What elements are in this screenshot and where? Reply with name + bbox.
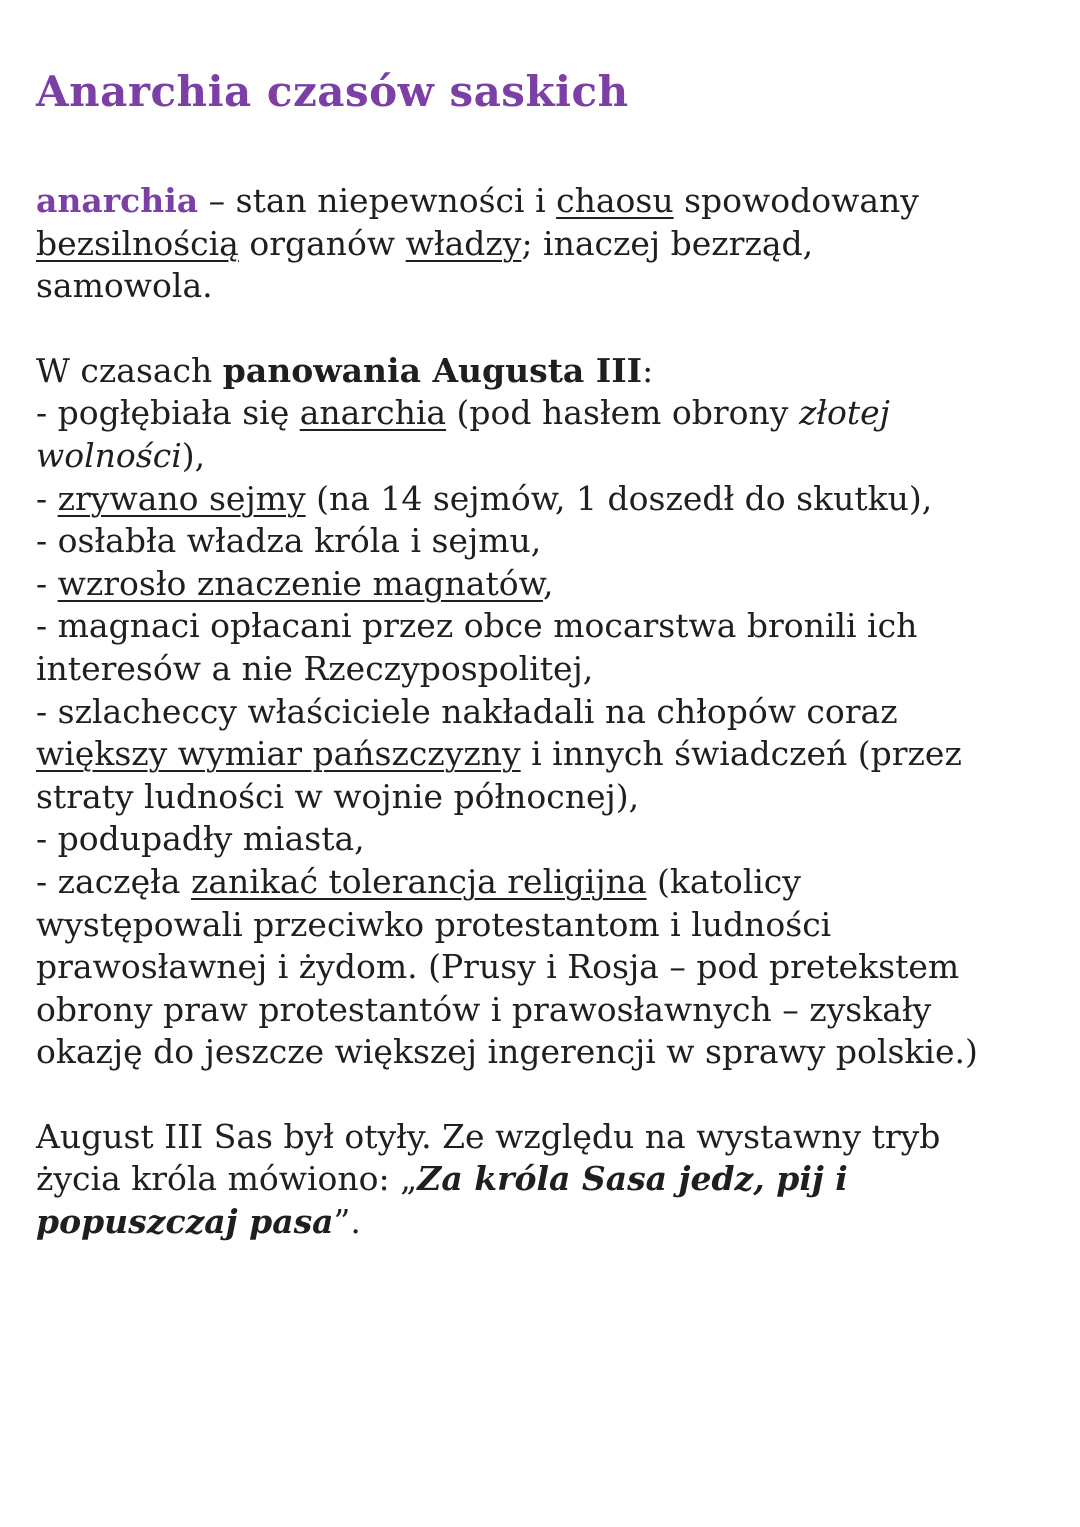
underlined-word: władzy: [405, 223, 522, 263]
quote-saying: Za króla Sasa jedz, pij i: [417, 1159, 848, 1199]
page-title: Anarchia czasów saskich: [36, 67, 629, 116]
reign-paragraph: W czasach panowania Augusta III: - pogłębiała się anarchia (pod hasłem obrony złotej wolności), - zrywano sejmy (na 14 sejmów, 1 doszedł do skutku), - osłabła władza króla i sejmu, - wzrosło znaczenie magnatów, - magnaci opłacani przez obce mocarstwa bronili ich interesów a nie Rzeczypospolitej, - szlacheccy właściciele nakładali na chłopów coraz większy wymiar pańszczyzny i innych świadczeń (przez straty ludności w wojnie północnej), - podupadły miasta, - zaczęła zanikać tolerancja religijna (katolicy występowali przeciwko protestantom i ludności prawosławnej i żydom. (Prusy i Rosja – pod pretekstem obrony praw protestantów i prawosławnych – zyskały okazję do jeszcze większej ingerencji w sprawy polskie.): [36, 350, 1046, 1074]
list-item: - zrywano sejmy (na 14 sejmów, 1 doszedł do skutku),: [36, 478, 933, 518]
defined-term: anarchia: [36, 181, 199, 220]
document-page: [36, 60, 1046, 1244]
list-item: - magnaci opłacani przez obce mocarstwa bronili ich: [36, 606, 918, 646]
list-item: - podupadły miasta,: [36, 819, 365, 859]
list-item: - zaczęła zanikać tolerancja religijna (katolicy: [36, 861, 801, 901]
underlined-word: chaosu: [556, 181, 674, 220]
bold-phrase: panowania Augusta III: [222, 350, 643, 390]
underlined-word: bezsilnością: [36, 223, 239, 263]
anecdote-paragraph: August III Sas był otyły. Ze względu na wystawny tryb życia króla mówiono: „Za króla Sasa jedz, pij i popuszczaj pasa”.: [36, 1116, 941, 1242]
list-item: - szlacheccy właściciele nakładali na chłopów coraz: [36, 691, 898, 731]
list-item: - wzrosło znaczenie magnatów,: [36, 563, 554, 603]
quote-saying: popuszczaj pasa: [36, 1202, 334, 1242]
definition-paragraph: anarchia – stan niepewności i chaosu spowodowany bezsilnością organów władzy; inaczej bezrząd, samowola.: [36, 181, 919, 306]
list-item: - osłabła władza króla i sejmu,: [36, 521, 542, 561]
